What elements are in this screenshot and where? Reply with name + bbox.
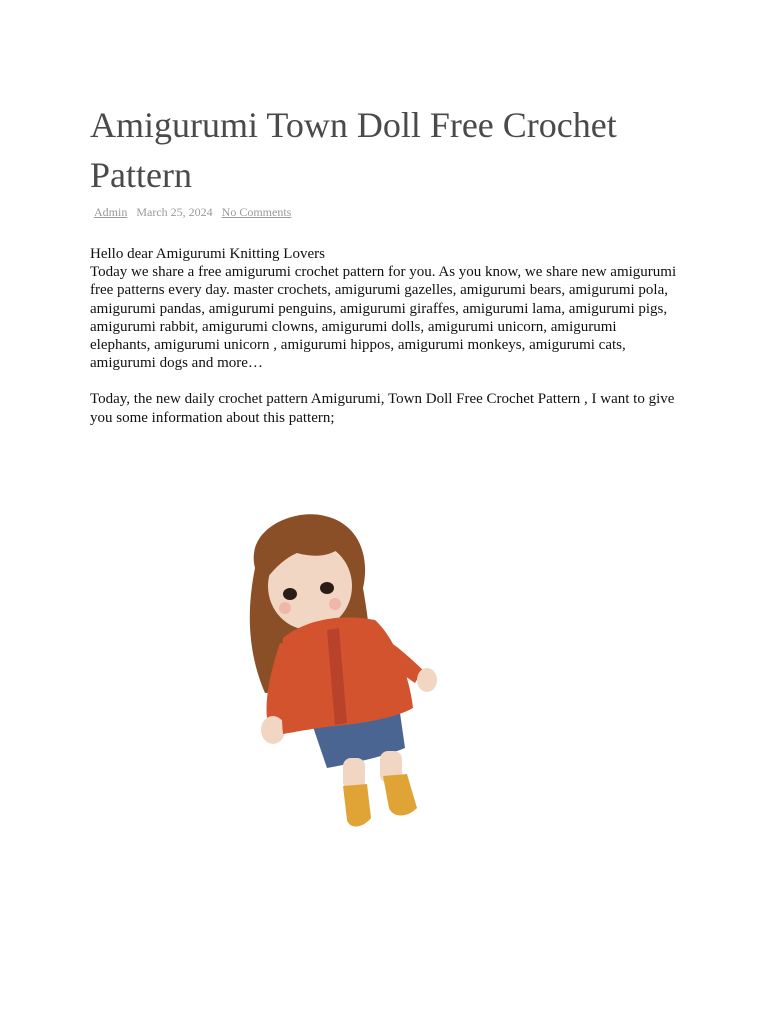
post-date: March 25, 2024 — [136, 205, 213, 219]
doll-eye-left — [283, 588, 297, 600]
doll-cheek-left — [279, 602, 291, 614]
post-content — [90, 245, 680, 445]
comments-link[interactable]: No Comments — [221, 205, 292, 219]
doll-cheek-right — [329, 598, 341, 610]
author-link[interactable]: Admin — [94, 205, 128, 219]
post-title: Amigurumi Town Doll Free Crochet Pattern — [90, 105, 617, 195]
crochet-doll-image — [235, 508, 445, 838]
doll-boot-left — [343, 784, 371, 827]
doll-eye-right — [320, 582, 334, 594]
today-paragraph: Today, the new daily crochet pattern Amigurumi, Town Doll Free Crochet Pattern , I want to give you some information about this pattern; — [90, 391, 675, 426]
doll-boot-right — [383, 774, 417, 816]
doll-illustration — [235, 508, 445, 838]
doll-hand-right — [417, 668, 437, 692]
intro-text: Today we share a free amigurumi crochet pattern for you. As you know, we share new amigurumi free patterns every day. master crochets, amigurumi gazelles, amigurumi bears, amigurumi pola, amigurumi pandas, amigurumi penguins, amigurumi giraffes, amigurumi lama, amigurumi pigs, amigurumi rabbit, amigurumi clowns, amigurumi dolls, amigurumi unicorn, amigurumi elephants, amigurumi unicorn , amigurumi hippos, amigurumi monkeys, amigurumi cats, amigurumi dogs and more… — [90, 264, 677, 372]
intro-paragraph — [90, 245, 680, 372]
doll-hand-left — [261, 716, 285, 744]
post-meta — [92, 205, 293, 220]
greeting-line: Hello dear Amigurumi Knitting Lovers — [90, 246, 325, 262]
